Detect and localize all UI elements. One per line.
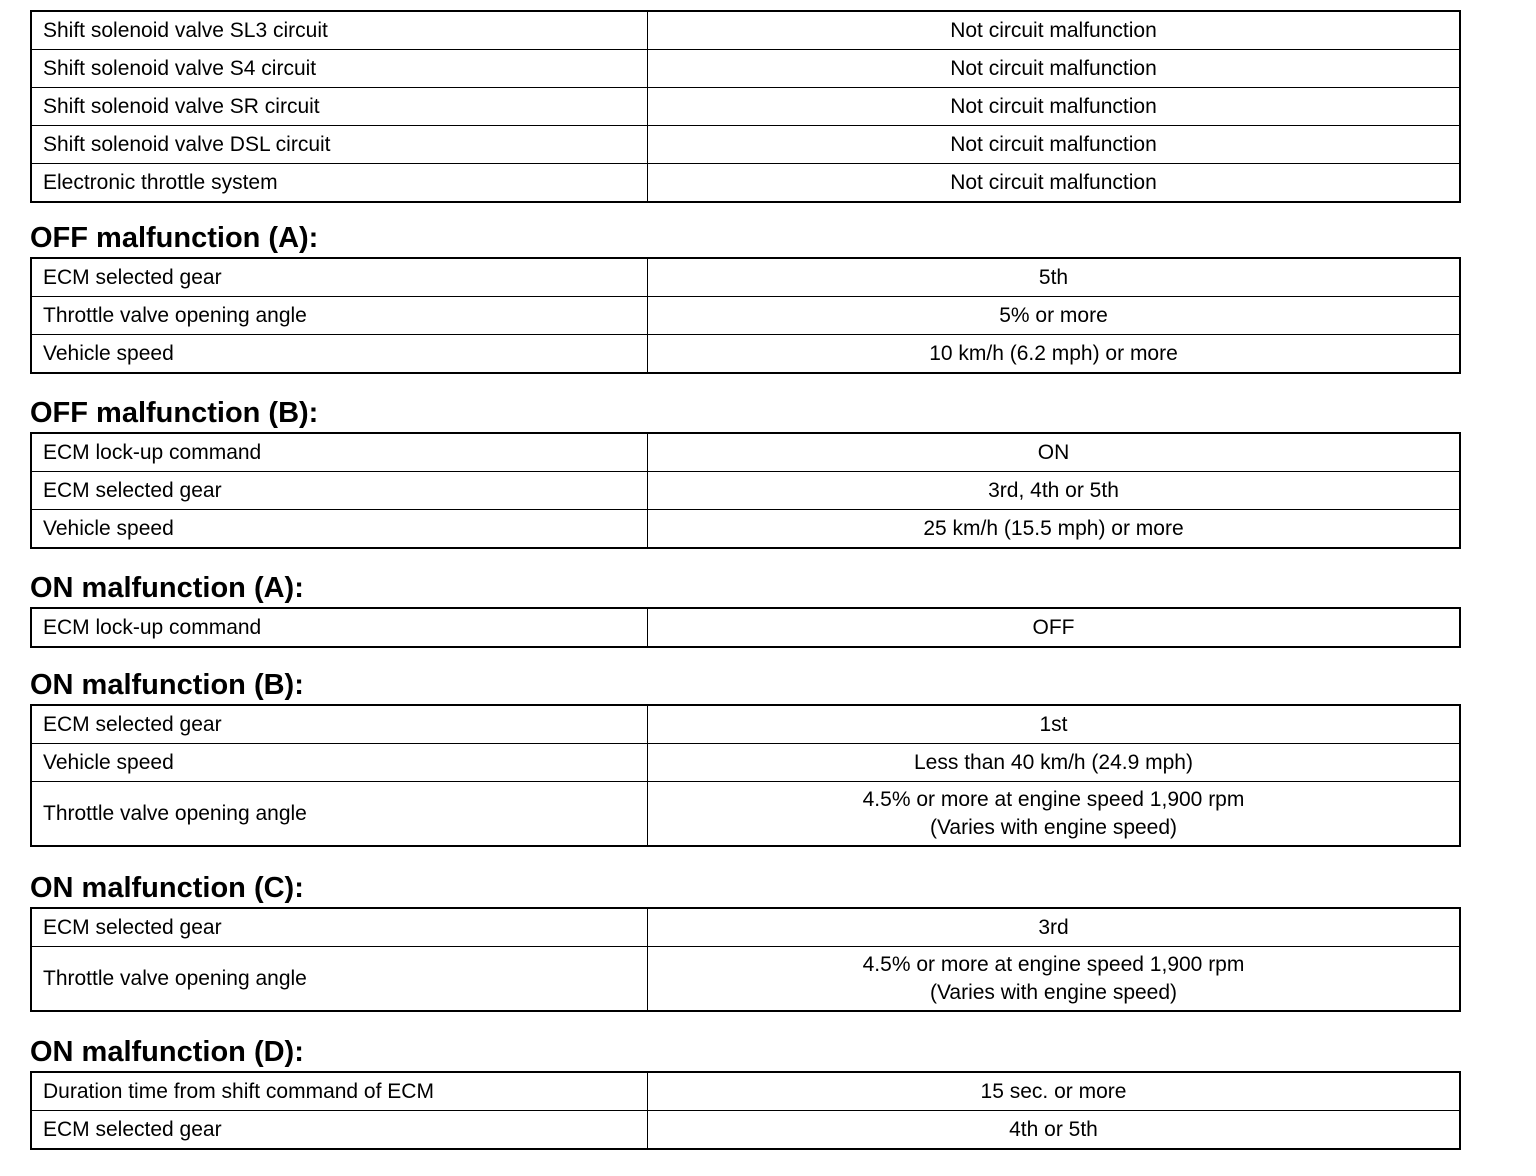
value-line: 3rd, 4th or 5th (988, 478, 1119, 502)
row-label: Shift solenoid valve SL3 circuit (31, 11, 648, 50)
circuit-status-table (30, 10, 1461, 203)
table-row (31, 50, 1460, 88)
value-line: Not circuit malfunction (950, 56, 1157, 80)
row-value (648, 744, 1461, 782)
value-line: 10 km/h (6.2 mph) or more (929, 341, 1178, 365)
value-line: 25 km/h (15.5 mph) or more (923, 516, 1184, 540)
section-heading-off-a: OFF malfunction (A): (30, 222, 319, 254)
value-line: 1st (1039, 712, 1068, 736)
table-row (31, 126, 1460, 164)
value-line: 4.5% or more at engine speed 1,900 rpm (862, 952, 1245, 976)
section-heading-off-b: OFF malfunction (B): (30, 397, 319, 429)
value-line: Not circuit malfunction (950, 170, 1157, 194)
row-label: Shift solenoid valve S4 circuit (31, 50, 648, 88)
row-label: Shift solenoid valve SR circuit (31, 88, 648, 126)
row-value (648, 126, 1461, 164)
row-value (648, 50, 1461, 88)
table-row (31, 510, 1460, 549)
row-label: Shift solenoid valve DSL circuit (31, 126, 648, 164)
section-heading-on-a: ON malfunction (A): (30, 572, 304, 604)
row-value (648, 1072, 1461, 1111)
table-row (31, 608, 1460, 647)
row-label: Throttle valve opening angle (31, 947, 648, 1012)
off-malfunction-b-table (30, 432, 1461, 549)
row-value (648, 608, 1461, 647)
value-line: 4th or 5th (1009, 1117, 1098, 1141)
row-label: Throttle valve opening angle (31, 297, 648, 335)
on-malfunction-a-table (30, 607, 1461, 648)
table-row (31, 782, 1460, 847)
row-label: ECM selected gear (31, 705, 648, 744)
value-line: (Varies with engine speed) (929, 815, 1178, 839)
table-row (31, 705, 1460, 744)
value-line: (Varies with engine speed) (929, 980, 1178, 1004)
table-row (31, 947, 1460, 1012)
on-malfunction-b-table (30, 704, 1461, 847)
row-label: ECM selected gear (31, 1111, 648, 1150)
value-line: OFF (1032, 615, 1075, 639)
value-line: 15 sec. or more (980, 1079, 1127, 1103)
table-row (31, 433, 1460, 472)
table-row (31, 297, 1460, 335)
value-line: 5th (1038, 265, 1069, 289)
table-row (31, 164, 1460, 203)
row-value (648, 510, 1461, 549)
table-row (31, 335, 1460, 374)
row-value (648, 1111, 1461, 1150)
row-value (648, 164, 1461, 203)
section-heading-on-b: ON malfunction (B): (30, 669, 304, 701)
off-malfunction-a-table (30, 257, 1461, 374)
row-label: ECM lock-up command (31, 433, 648, 472)
table-row (31, 11, 1460, 50)
row-label: Electronic throttle system (31, 164, 648, 203)
row-value (648, 705, 1461, 744)
row-label: ECM selected gear (31, 258, 648, 297)
table-row (31, 908, 1460, 947)
table-row (31, 1072, 1460, 1111)
section-heading-on-c: ON malfunction (C): (30, 872, 304, 904)
row-value (648, 258, 1461, 297)
row-value (648, 908, 1461, 947)
row-label: Vehicle speed (31, 744, 648, 782)
section-heading-on-d: ON malfunction (D): (30, 1036, 304, 1068)
value-line: Not circuit malfunction (950, 132, 1157, 156)
on-malfunction-c-table (30, 907, 1461, 1012)
value-line: 3rd (1038, 915, 1069, 939)
row-label: Duration time from shift command of ECM (31, 1072, 648, 1111)
row-label: Throttle valve opening angle (31, 782, 648, 847)
row-value (648, 947, 1461, 1012)
row-value (648, 11, 1461, 50)
table-row (31, 744, 1460, 782)
row-value (648, 472, 1461, 510)
row-value (648, 433, 1461, 472)
table-row (31, 88, 1460, 126)
row-label: ECM selected gear (31, 472, 648, 510)
row-label: Vehicle speed (31, 510, 648, 549)
value-line: ON (1037, 440, 1070, 464)
row-label: ECM selected gear (31, 908, 648, 947)
row-value (648, 297, 1461, 335)
on-malfunction-d-table (30, 1071, 1461, 1150)
value-line: 4.5% or more at engine speed 1,900 rpm (862, 787, 1245, 811)
value-line: 5% or more (999, 303, 1108, 327)
table-row (31, 258, 1460, 297)
row-value (648, 88, 1461, 126)
row-value (648, 782, 1461, 847)
value-line: Not circuit malfunction (950, 18, 1157, 42)
table-row (31, 1111, 1460, 1150)
value-line: Not circuit malfunction (950, 94, 1157, 118)
value-line: Less than 40 km/h (24.9 mph) (914, 750, 1193, 774)
row-value (648, 335, 1461, 374)
table-row (31, 472, 1460, 510)
row-label: Vehicle speed (31, 335, 648, 374)
row-label: ECM lock-up command (31, 608, 648, 647)
